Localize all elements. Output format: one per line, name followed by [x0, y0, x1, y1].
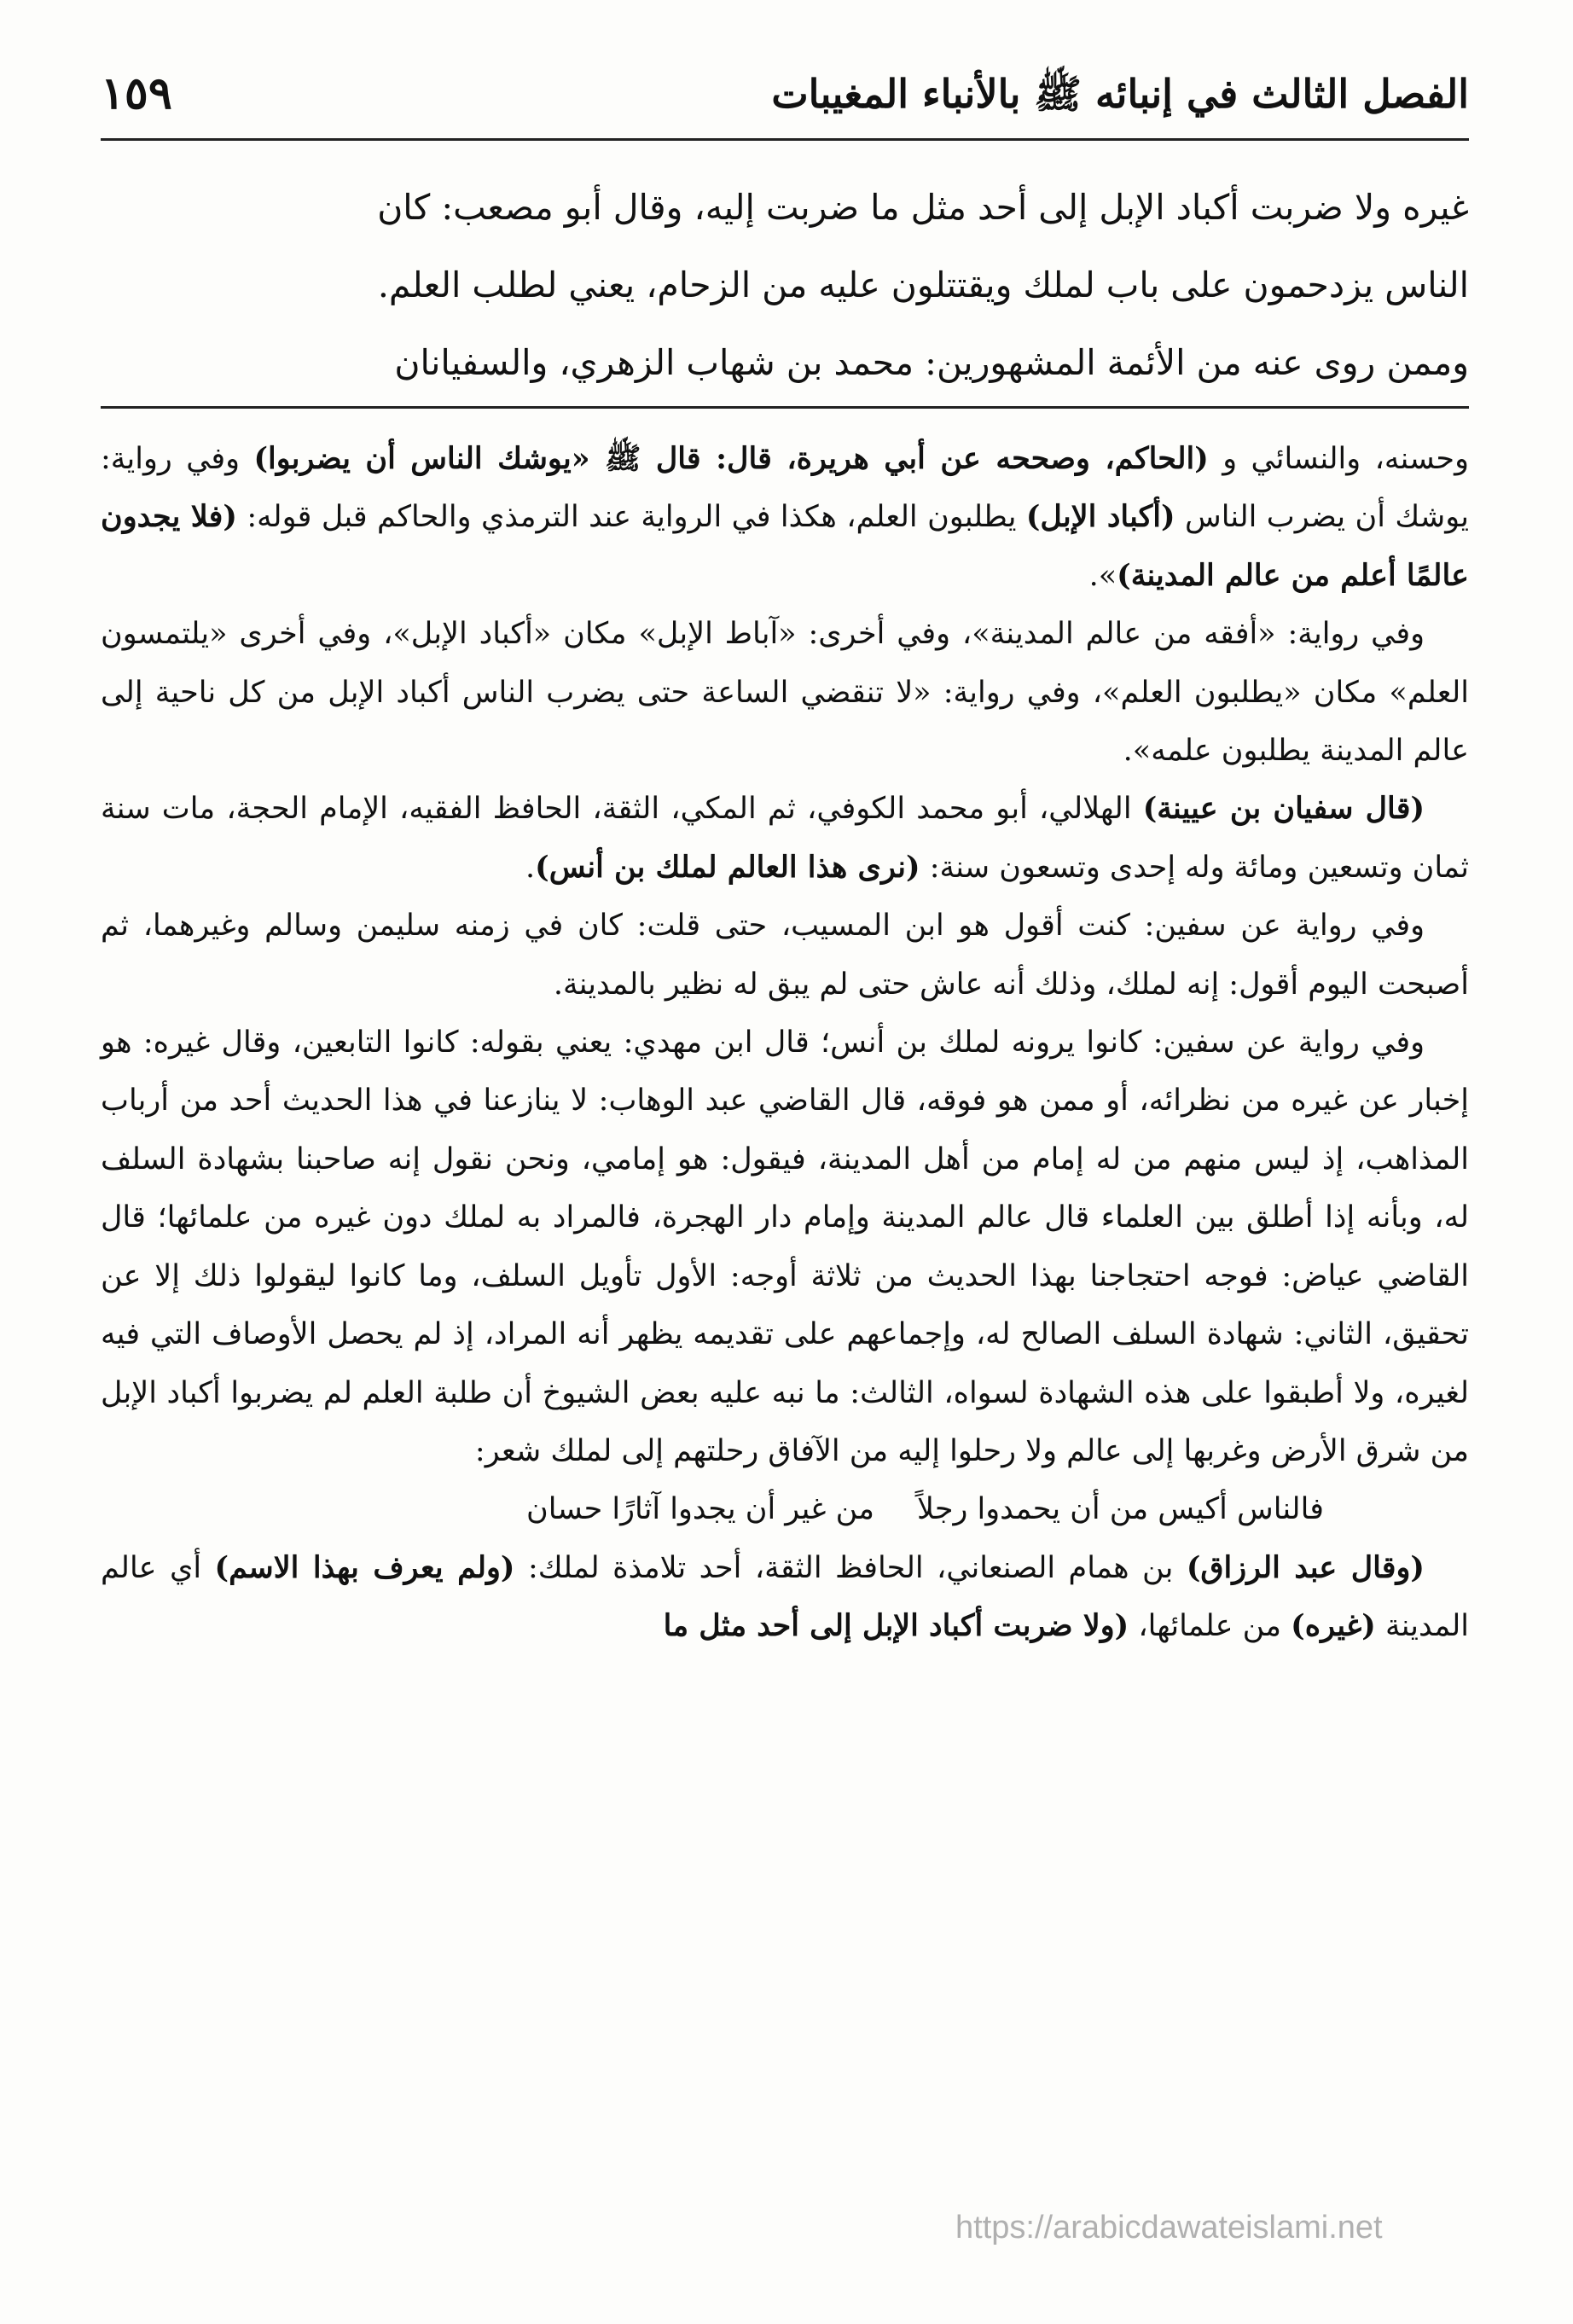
main-text-line: غيره ولا ضربت أكباد الإبل إلى أحد مثل ما ضربت إليه، وقال أبو مصعب: كان: [377, 187, 1469, 228]
main-text-line: الناس يزدحمون على باب لملك ويقتتلون عليه من الزحام، يعني لطلب العلم.: [377, 264, 1469, 305]
commentary-paragraph: وفي رواية: «أفقه من عالم المدينة»، وفي أخرى: «آباط الإبل» مكان «أكباد الإبل»، وفي أخرى «يلتمسون العلم» مكان «يطلبون العلم»، وفي رواية: «لا تنقضي الساعة حتى يضرب الناس أكباد الإبل من كل ناحية إلى عالم المدينة يطلبون علمه».: [101, 617, 1469, 769]
commentary-text: أي عالم المدينة: [101, 1550, 1469, 1644]
quoted-matn: (نرى هذا العالم لملك بن أنس): [535, 849, 920, 885]
page-number: ١٥٩: [101, 67, 172, 119]
main-text: [101, 169, 1469, 402]
footnote-separator: [101, 406, 1469, 409]
commentary-paragraph: وفي رواية عن سفين: كانوا يرونه لملك بن أنس؛ قال ابن مهدي: يعني بقوله: كانوا التابعين، وقال غيره: هو إخبار عن غيره من نظرائه، أو ممن هو فوقه، قال القاضي عبد الوهاب: لا ينازعنا في هذا الحديث أحد من أرباب المذاهب، إذ ليس منهم من له إمام من أهل المدينة، فيقول: هو إمامي، ونحن نقول إنه صاحبنا بشهادة السلف له، وبأنه إذا أطلق بين العلماء قال عالم المدينة وإمام دار الهجرة، فالمراد به لملك دون غيره من علمائها؛ قال القاضي عياض: فوجه احتجاجنا بهذا الحديث من ثلاثة أوجه: الأول تأويل السلف، وما كانوا ليقولوا ذلك إلا عن تحقيق، الثاني: شهادة السلف الصالح له، وإجماعهم على تقديمه يظهر أنه المراد، إذ لم يحصل الأوصاف التي فيه لغيره، ولا أطبقوا على هذه الشهادة لسواه، الثالث: ما نبه عليه بعض الشيوخ أن طلبة العلم لم يضربوا أكباد الإبل من شرق الأرض وغربها إلى عالم ولا رحلوا إليه من الآفاق رحلتهم إلى لملك شعر:: [101, 1025, 1469, 1468]
quoted-matn: (ولا ضربت أكباد الإبل إلى أحد مثل ما: [663, 1608, 1129, 1644]
commentary-text: الهلالي، أبو محمد الكوفي، ثم المكي، الثقة، الحافظ الفقيه، الإمام الحجة، مات سنة ثمان وتسعين ومائة وله إحدى وتسعون سنة:: [101, 792, 1469, 885]
verse-hemistich: فالناس أكيس من أن يحمدوا رجلاً: [916, 1492, 1324, 1527]
quoted-matn: (أكباد الإبل): [1025, 499, 1175, 535]
watermark-url: https://arabicdawateislami.net: [955, 2210, 1383, 2246]
commentary-text: ».: [1088, 558, 1117, 593]
commentary-text: .: [525, 850, 536, 885]
quoted-matn: (ولم يعرف بهذا الاسم): [214, 1549, 515, 1585]
commentary: [101, 430, 1469, 1656]
commentary-text: وحسنه، والنسائي و: [1208, 442, 1469, 476]
verse-hemistich: من غير أن يجدوا آثارًا حسان: [526, 1492, 874, 1527]
main-text-line: وممن روى عنه من الأئمة المشهورين: محمد بن شهاب الزهري، والسفيانان: [394, 342, 1469, 383]
commentary-paragraph: [101, 430, 1469, 605]
poetry-verse: [101, 1480, 1469, 1538]
quoted-matn: (الحاكم، وصححه عن أبي هريرة، قال: قال ﷺ «يوشك الناس أن يضربوا): [253, 441, 1209, 476]
quoted-matn: (وقال عبد الرزاق): [1186, 1549, 1425, 1585]
commentary-text: يطلبون العلم، هكذا في الرواية عند الترمذي والحاكم قبل قوله:: [236, 500, 1026, 535]
quoted-matn: (فلا يجدون عالمًا أعلم من عالم المدينة): [101, 499, 1469, 593]
commentary-paragraph: [101, 780, 1469, 897]
commentary-paragraph: وفي رواية عن سفين: كنت أقول هو ابن المسيب، حتى قلت: كان في زمنه سليمن وسالم وغيرهما، ثم أصبحت اليوم أقول: إنه لملك، وذلك أنه عاش حتى لم يبق له نظير بالمدينة.: [101, 909, 1469, 1002]
running-title: الفصل الثالث في إنبائه ﷺ بالأنباء المغيبات: [771, 71, 1469, 117]
quoted-matn: (قال سفيان بن عيينة): [1142, 791, 1425, 827]
commentary-paragraph: [101, 1539, 1469, 1656]
commentary-text: بن همام الصنعاني، الحافظ الثقة، أحد تلامذة لملك:: [514, 1550, 1187, 1585]
commentary-text: وفي رواية: يوشك أن يضرب الناس: [101, 442, 1470, 535]
header-rule: [101, 138, 1469, 141]
commentary-text: من علمائها،: [1129, 1609, 1291, 1644]
quoted-matn: (غيره): [1291, 1608, 1376, 1644]
page-header: [101, 60, 1469, 128]
